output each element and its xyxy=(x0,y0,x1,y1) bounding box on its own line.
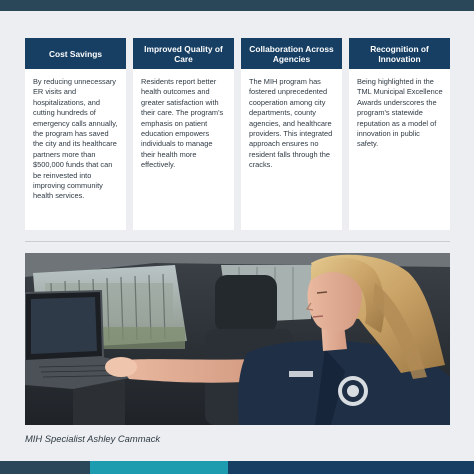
card-title: Cost Savings xyxy=(25,38,126,69)
section-divider xyxy=(25,241,450,242)
card-body: By reducing unnecessary ER visits and hospitalizations, and cutting hundreds of emergency calls annually, the program has saved the city and its healthcare partners more than $500,000 funds that can be reinvested into improving community health services. xyxy=(33,77,118,201)
bottom-bar-segment-teal xyxy=(90,461,228,474)
photo-caption: MIH Specialist Ashley Cammack xyxy=(25,433,161,444)
photo-illustration xyxy=(25,253,450,425)
card-body: The MIH program has fostered unprecedented cooperation among city departments, county agencies, and healthcare providers. This integrated approach ensures no resident falls through the cracks. xyxy=(249,77,333,170)
bottom-accent-bar xyxy=(0,461,474,474)
card-improved-quality xyxy=(133,38,234,230)
card-cost-savings xyxy=(25,38,126,230)
card-title: Collaboration Across Agencies xyxy=(241,38,342,69)
photo-mih-specialist xyxy=(25,253,450,425)
card-title: Improved Quality of Care xyxy=(133,38,234,69)
bottom-bar-segment-navy xyxy=(228,461,474,474)
bottom-bar-segment-dark xyxy=(0,461,90,474)
card-body: Residents report better health outcomes and greater satisfaction with their care. The program's emphasis on patient education empowers individuals to manage their health more effectively. xyxy=(141,77,224,170)
benefit-cards xyxy=(25,38,450,230)
top-accent-bar xyxy=(0,0,474,11)
card-title: Recognition of Innovation xyxy=(349,38,450,69)
card-recognition xyxy=(349,38,450,230)
card-body: Being highlighted in the TML Municipal Excellence Awards underscores the program's statewide reputation as a model of innovation in public safety. xyxy=(357,77,443,149)
card-collaboration xyxy=(241,38,342,230)
